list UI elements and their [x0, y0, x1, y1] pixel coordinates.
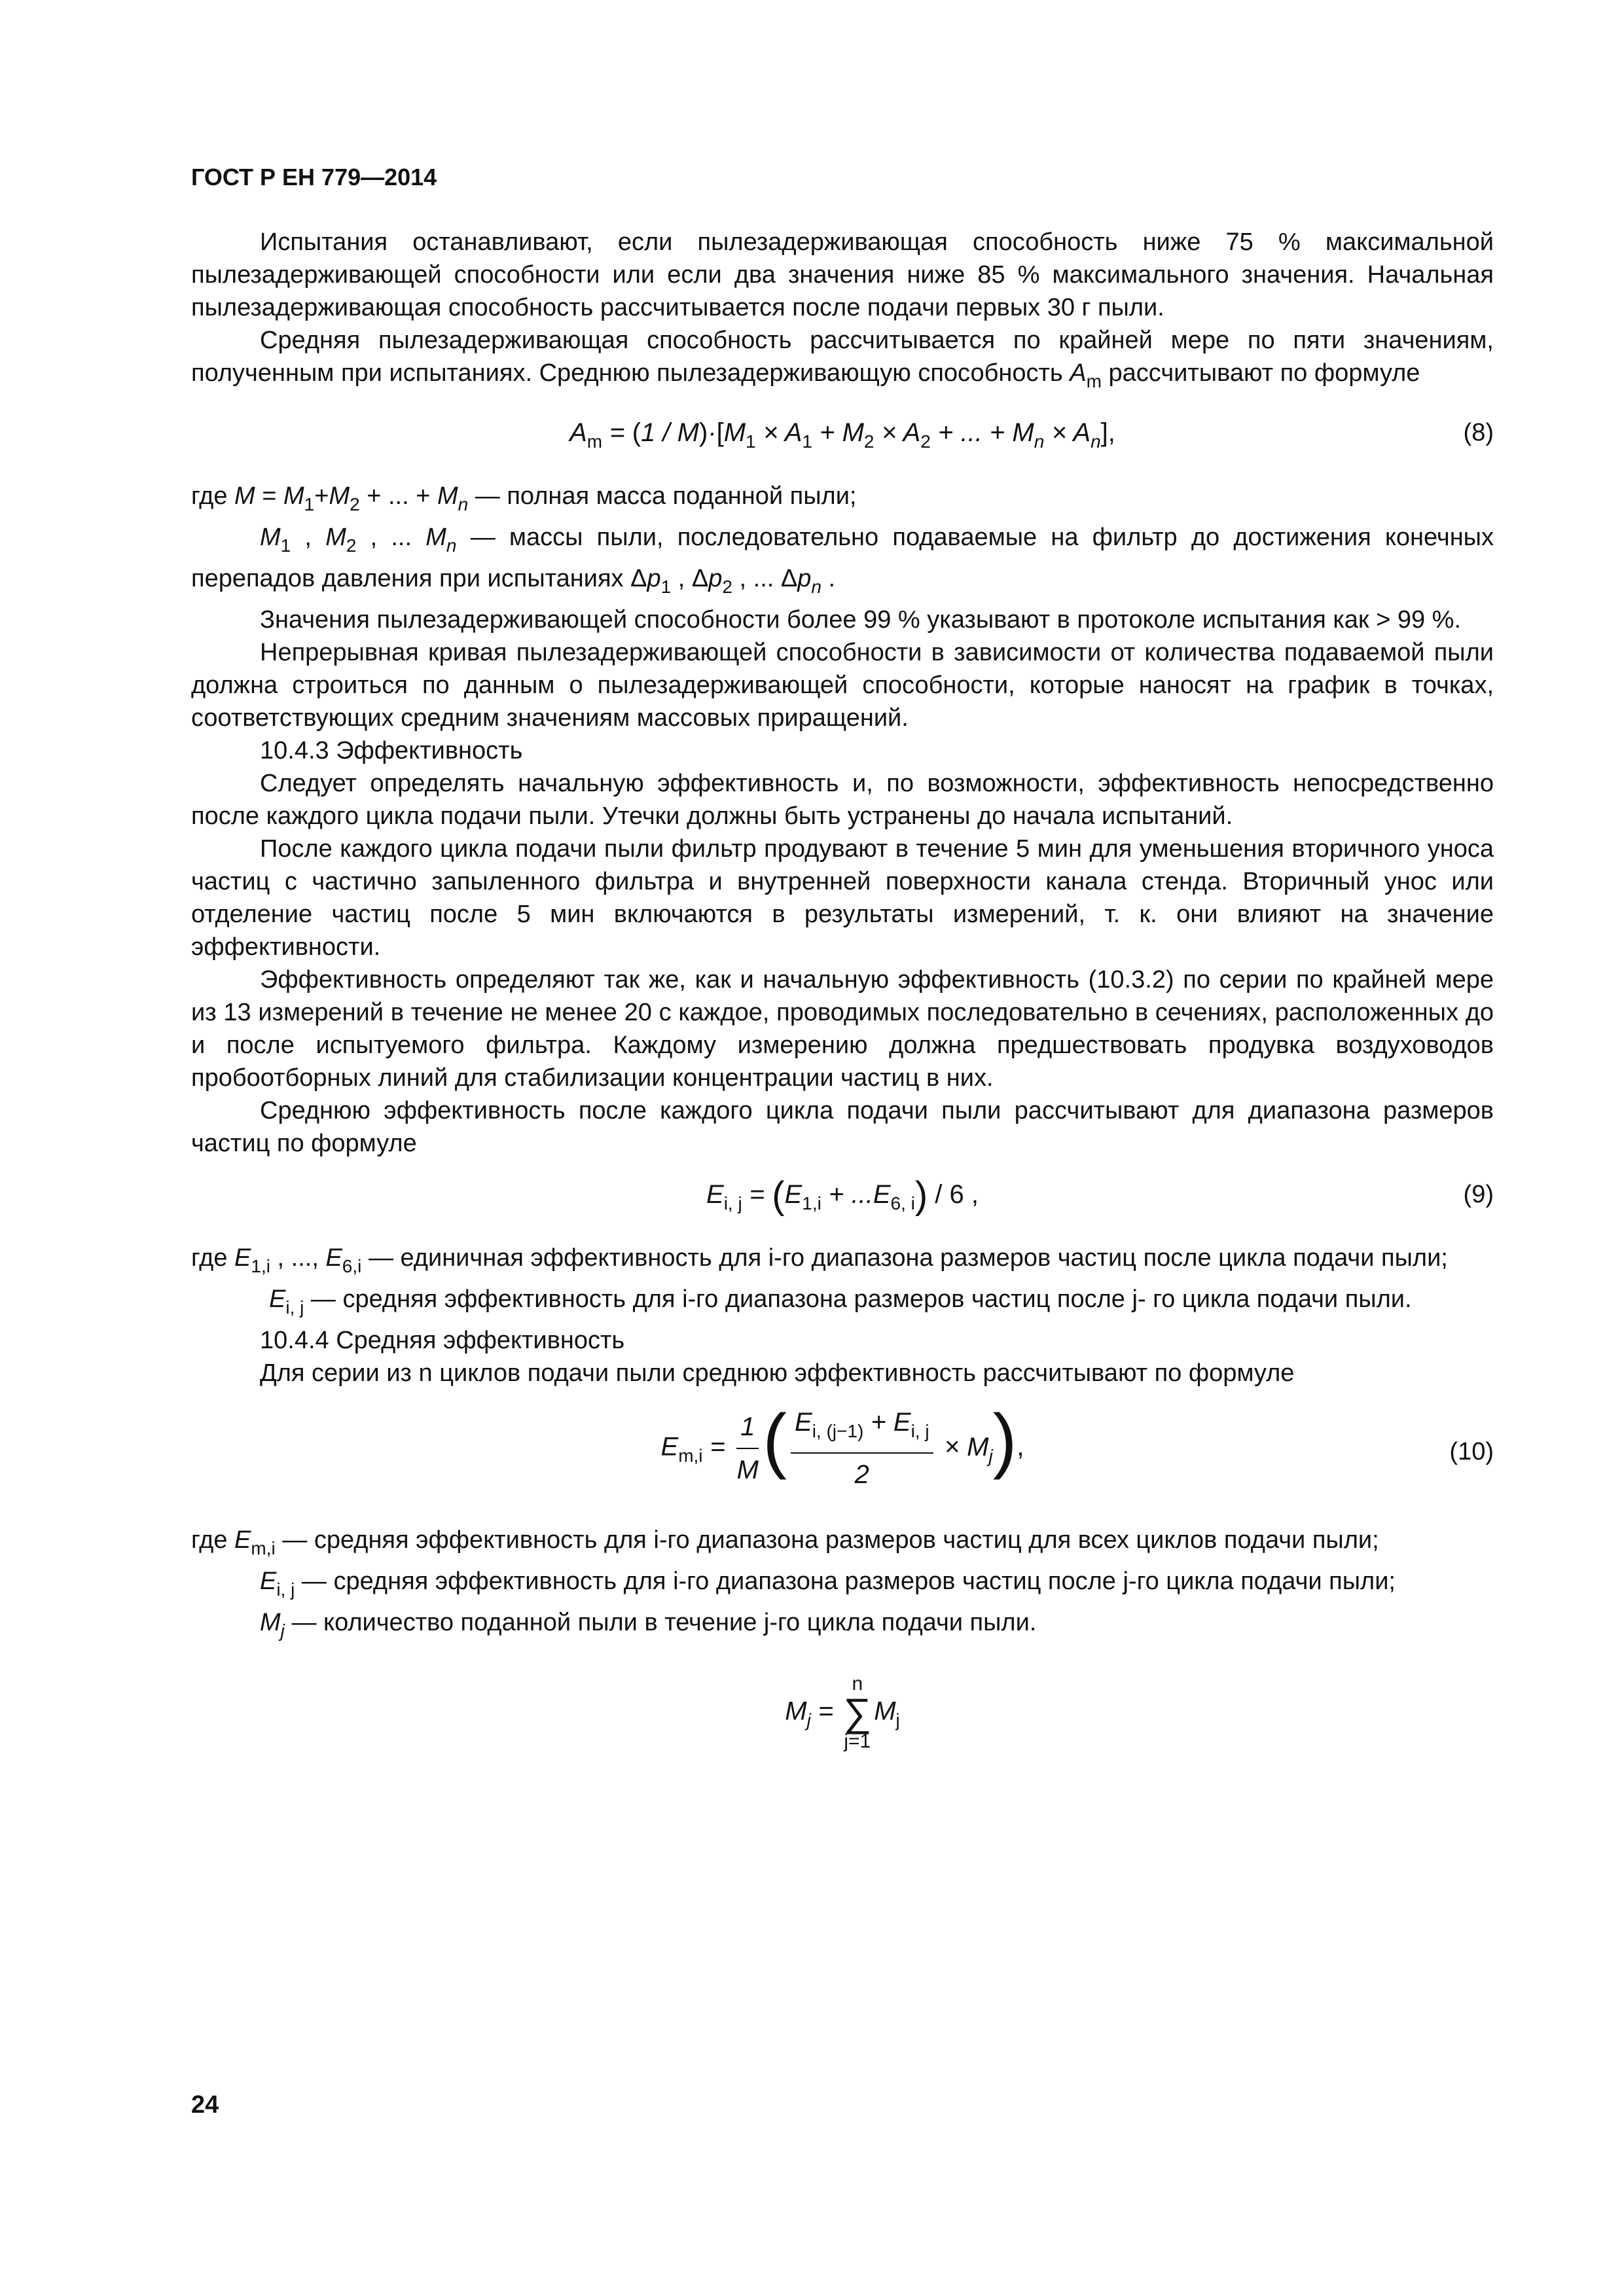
paragraph: Значения пылезадерживающей способности более 99 % указывают в протоколе испытания как > 99 %.: [260, 606, 1462, 634]
paragraph: После каждого цикла подачи пыли фильтр продувают в течение 5 мин для уменьшения вторичного уноса частиц с частично запыленного фильтра и внутренней поверхности канала стенда. Вторичный унос или отделение частиц после 5 мин включаются в результаты измерений, т. к. они влияют на значение эффективности.: [191, 835, 1494, 961]
where-clause: где $M = M_1+M_2$ + ... + $M_n$ — полная масса поданной пыли;: [191, 482, 857, 514]
formula-number: (8): [1463, 419, 1494, 446]
formula-8: $A_m = (1 / M)\cdot[M_1 \times A_1 + M_2 \times A_2$ + ... + $M_n \times A_n$], (8): [191, 398, 1494, 480]
paragraph: Непрерывная кривая пылезадерживающей способности в зависимости от количества подаваемой пыли должна строиться по данным о пылезадерживающей способности, которые наносят на график в точках, соответствующих средним значениям массовых приращений.: [191, 639, 1494, 732]
section-heading: 10.4.4 Средняя эффективность: [260, 1327, 625, 1354]
standard-header: ГОСТ Р ЕН 779—2014: [191, 164, 437, 190]
formula-number: (9): [1463, 1181, 1494, 1208]
where-clause: $M_j$ — количество поданной пыли в течение j-го цикла подачи пыли.: [260, 1609, 1037, 1641]
paragraph: Эффективность определяют так же, как и начальную эффективность (10.3.2) по серии по крайней мере из 13 измерений в течение не менее 20 с каждое, проводимых последовательно в сечениях, расположенных до и после испытуемого фильтра. Каждому измерению должна предшествовать продувка воздуховодов пробоотборных линий для стабилизации концентрации частиц в них.: [191, 966, 1494, 1092]
paragraph: Испытания останавливают, если пылезадерживающая способность ниже 75 % максимальной пылезадерживающей способности или если два значения ниже 85 % максимального значения. Начальная пылезадерживающая способность рассчитывается после подачи первых 30 г пыли.: [191, 228, 1494, 321]
paragraph: Среднюю эффективность после каждого цикла подачи пыли рассчитывают для диапазона размеров частиц по формуле: [191, 1097, 1494, 1157]
paragraph: Следует определять начальную эффективность и, по возможности, эффективность непосредственно после каждого цикла подачи пыли. Утечки должны быть устранены до начала испытаний.: [191, 770, 1494, 830]
formula-sum: $M_j = n$ ∑ $j=1M_j$: [785, 1673, 900, 1752]
where-clause: $E_{i, j}$ — средняя эффективность для i-го диапазона размеров частиц после j-го цикла подачи пыли;: [260, 1568, 1396, 1600]
paragraph: Для серии из n циклов подачи пыли среднюю эффективность рассчитывают по формуле: [260, 1359, 1295, 1387]
formula-number: (10): [1449, 1438, 1494, 1465]
where-clause: $E_{i, j}$ — средняя эффективность для i-го диапазона размеров частиц после j- го цикла подачи пыли.: [269, 1285, 1412, 1318]
formula-9: $E_{i, j} = (E_{1,i} + ...E_{6, i}) / 6$ , (9): [706, 1174, 1494, 1217]
document-body: [191, 226, 1494, 1782]
section-heading: 10.4.3 Эффективность: [260, 737, 523, 764]
where-clause: где $E_{1,i}$ , ..., $E_{6,i}$ — единичная эффективность для i-го диапазона размеров частиц после цикла подачи пыли;: [191, 1244, 1448, 1276]
formula-10: $E_{m,i}$ = $\frac{1}{M}$ ( $\frac{E_{i, (j-1)} + E_{i, j}}{2}$ × $M_j$), (10): [660, 1399, 1494, 1489]
where-clause: $M_1$ , $M_2$ , ... $M_n$ — массы пыли, последовательно подаваемые на фильтр до достижения конечных перепадов давления при испытаниях $\Delta p_1$ , $\Delta p_2$ , ... $\Delta p_n$ .: [191, 524, 1494, 597]
page-number: 24: [191, 2091, 219, 2119]
paragraph: Средняя пылезадерживающая способность рассчитывается по крайней мере по пяти значениям, полученным при испытаниях. Среднюю пылезадерживающую способность $A_m$ рассчитывают по формуле: [191, 327, 1494, 391]
where-clause: где $E_{m,i}$ — средняя эффективность для i-го диапазона размеров частиц для всех циклов подачи пыли;: [191, 1526, 1379, 1558]
